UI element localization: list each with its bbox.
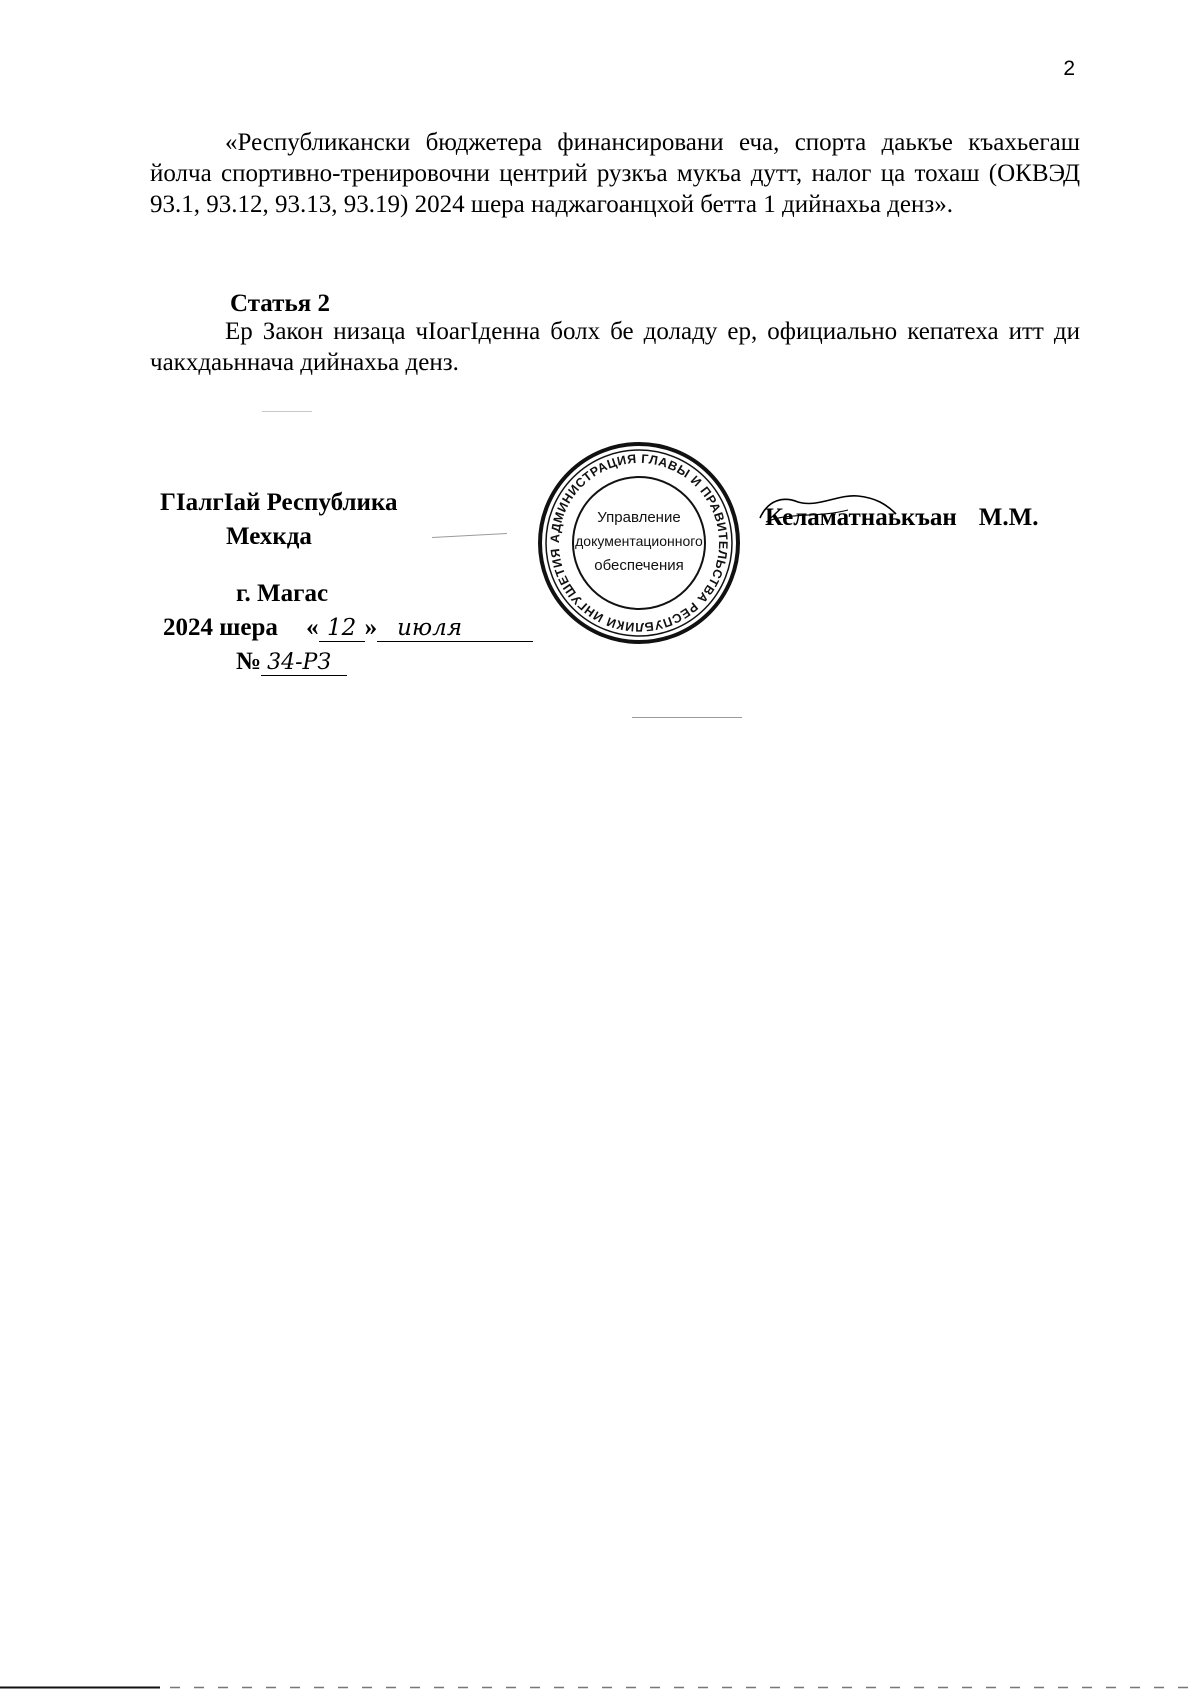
stamp-inner-line1: Управление <box>597 509 681 526</box>
number-label: № <box>236 648 262 675</box>
date-day-close: » <box>364 614 378 641</box>
article-heading: Статья 2 <box>230 290 330 317</box>
date-month: июля <box>377 615 533 642</box>
stamp-outer-text: АДМИНИСТРАЦИЯ ГЛАВЫ И ПРАВИТЕЛЬСТВА РЕСПУБЛИКИ ИНГУШЕТИЯ <box>547 451 731 635</box>
date-day: 12 <box>319 615 365 642</box>
scan-mark <box>262 411 312 412</box>
date-line <box>163 614 533 642</box>
scan-mark <box>632 717 742 718</box>
signatory-name: Келаматнаькъан <box>765 504 957 531</box>
signatory-title-line1: ГIалгIай Республика <box>160 489 398 516</box>
quote-paragraph: «Республикански бюджетера финансировани еча, спорта даькъе къахьегаш йолча спортивно-тренировочни центрий рузкъа мукъа дутт, налог ца тохаш (ОКВЭД 93.1, 93.12, 93.13, 93.19) 2024 шера наджагоанцхой бетта 1 дийнахьа денз». <box>150 129 1080 218</box>
signatory-title-line2: Мехкда <box>226 523 312 550</box>
scan-mark <box>432 533 507 538</box>
number-line <box>236 648 347 676</box>
stamp-inner-line3: обеспечения <box>594 557 684 574</box>
place: г. Магас <box>236 580 329 607</box>
handwritten-signature <box>758 488 908 528</box>
signatory-initials: М.М. <box>978 504 1039 531</box>
signatory-title <box>160 486 397 554</box>
article-text: Ер Закон низаца чIоагIденна болх бе доладу ер, официально кепатеха итт ди чакхдаьннача дийнахьа денз. <box>150 318 1080 376</box>
date-day-open: « <box>306 614 319 641</box>
number-value: 34-РЗ <box>261 650 347 676</box>
page-number: 2 <box>1063 57 1075 80</box>
stamp-inner-line2: документационного <box>575 533 703 549</box>
scan-bottom-edge <box>0 1686 1200 1689</box>
date-year-label: 2024 шера <box>163 614 278 641</box>
official-stamp <box>536 440 742 646</box>
